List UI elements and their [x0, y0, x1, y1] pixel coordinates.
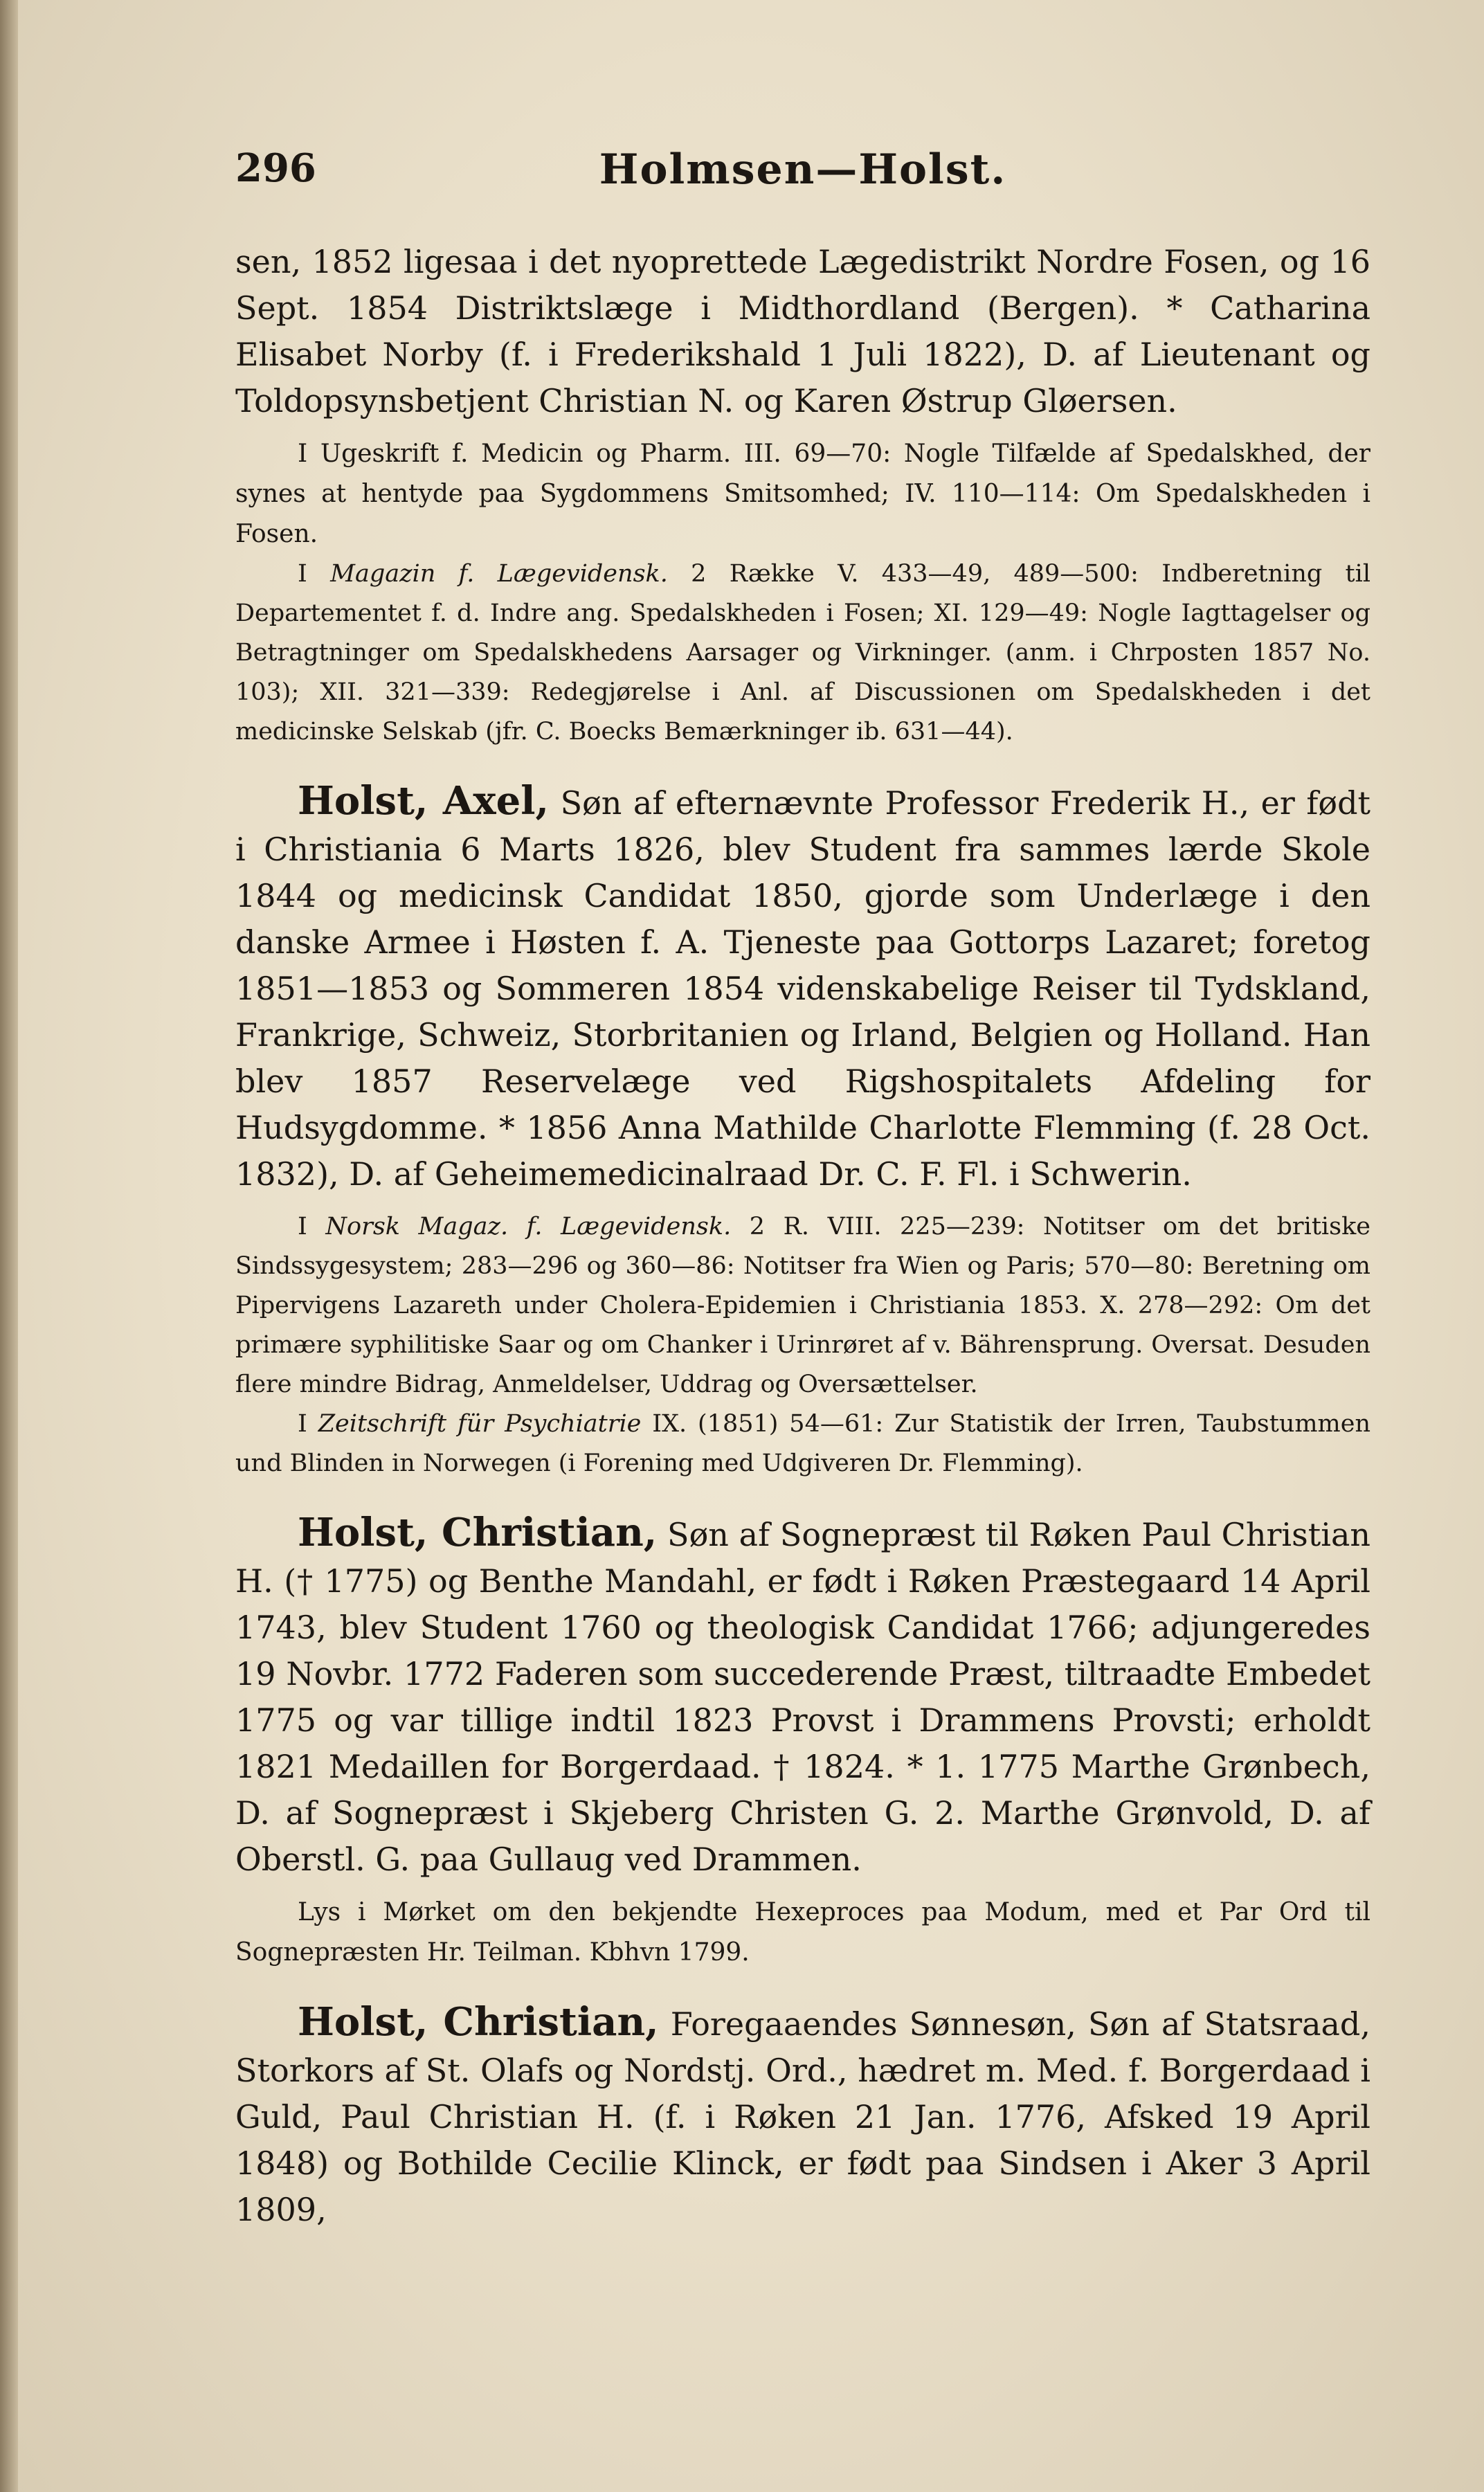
continuation-references: [235, 434, 1370, 752]
entry-body: Holst, Axel, Søn af efternævnte Professor Frederik H., er født i Christiania 6 Marts 1826, blev Student fra sammes lærde Skole 1844 og medicinsk Candidat 1850, gjorde som Underlæge i den danske Armee i Høsten f. A. Tjeneste paa Gottorps Lazaret; foretog 1851—1853 og Sommeren 1854 videnskabelige Reiser til Tydskland, Frankrige, Schweiz, Storbritanien og Irland, Belgien og Holland. Han blev 1857 Reservelæge ved Rigshospitalets Afdeling for Hudsygdomme. * 1856 Anna Mathilde Charlotte Flemming (f. 28 Oct. 1832), D. af Geheimemedicinalraad Dr. C. F. Fl. i Schwerin.: [235, 778, 1371, 1193]
entry-body: Holst, Christian, Søn af Sognepræst til Røken Paul Christian H. († 1775) og Benthe Mandahl, er født i Røken Præstegaard 14 April 1743, blev Student 1760 og theologisk Candidat 1766; adjungeredes 19 Novbr. 1772 Faderen som succederende Præst, tiltraadte Embedet 1775 og var tillige indtil 1823 Provst i Drammens Provsti; erholdt 1821 Medaillen for Borgerdaad. † 1824. * 1. 1775 Marthe Grønbech, D. af Sognepræst i Skjeberg Christen G. 2. Marthe Grønvold, D. af Oberstl. G. paa Gullaug ved Drammen.: [235, 1510, 1370, 1878]
reference-ugeskrift: I Ugeskrift f. Medicin og Pharm. III. 69—70: Nogle Tilfælde af Spedalskhed, der synes at hentyde paa Sygdommens Smitsomhed; IV. 110—114: Om Spedalskheden i Fosen.: [235, 440, 1370, 548]
reference-norsk-magazin: I Norsk Magaz. f. Lægevidensk. 2 R. VIII. 225—239: Notitser om det britiske Sindssygesystem; 283—296 og 360—86: Notitser fra Wien og Paris; 570—80: Beretning om Pipervigens Lazareth under Cholera-Epidemien i Christiania 1853. X. 278—292: Om det primære syphilitiske Saar og om Chanker i Urinrøret af v. Bährensprung. Oversat. Desuden flere mindre Bidrag, Anmeldelser, Uddrag og Oversættelser.: [235, 1213, 1370, 1398]
reference-lys-i-morket: Lys i Mørket om den bekjendte Hexeproces paa Modum, med et Par Ord til Sognepræsten Hr. Teilman. Kbhvn 1799.: [235, 1898, 1370, 1967]
entry-references: [235, 1893, 1370, 1973]
entry-headword: Holst, Christian,: [298, 1999, 659, 2045]
entry-references: [235, 1207, 1370, 1483]
page-spine-shadow: [0, 0, 18, 2492]
reference-magazin: I Magazin f. Lægevidensk. 2 Række V. 433—49, 489—500: Indberetning til Departementet f. d. Indre ang. Spedalskheden i Fosen; XI. 129—49: Nogle Iagttagelser og Betragtninger om Spedalskhedens Aarsager og Virkninger. (anm. i Chrposten 1857 No. 103); XII. 321—339: Redegjørelse i Anl. af Discussionen om Spedalskheden i det medicinske Selskab (jfr. C. Boecks Bemærkninger ib. 631—44).: [235, 560, 1371, 746]
entry-headword: Holst, Axel,: [298, 778, 550, 824]
text-block: [235, 239, 1370, 2233]
entry-holst-axel: [235, 778, 1370, 1483]
entry-headword: Holst, Christian,: [298, 1510, 658, 1555]
reference-title: Zeitschrift für Psychiatrie: [318, 1410, 642, 1438]
reference-title: Norsk Magaz. f. Lægevidensk.: [325, 1213, 732, 1240]
reference-zeitschrift: I Zeitschrift für Psychiatrie IX. (1851) 54—61: Zur Statistik der Irren, Taubstummen und Blinden in Norwegen (i Forening med Udgiveren Dr. Flemming).: [235, 1410, 1371, 1477]
entry-holst-christian-1743: [235, 1510, 1370, 1973]
entry-holst-christian-1809: [235, 1999, 1370, 2233]
continuation-paragraph: sen, 1852 ligesaa i det nyoprettede Lægedistrikt Nordre Fosen, og 16 Sept. 1854 Distriktslæge i Midthordland (Bergen). * Catharina Elisabet Norby (f. i Frederikshald 1 Juli 1822), D. af Lieutenant og Toldopsynsbetjent Christian N. og Karen Østrup Gløersen.: [235, 243, 1370, 419]
entry-body: Holst, Christian, Foregaaendes Sønnesøn, Søn af Statsraad, Storkors af St. Olafs og Nordstj. Ord., hædret m. Med. f. Borgerdaad i Guld, Paul Christian H. (f. i Røken 21 Jan. 1776, Afsked 19 April 1848) og Bothilde Cecilie Klinck, er født paa Sindsen i Aker 3 April 1809,: [235, 1999, 1370, 2228]
reference-title: Magazin f. Lægevidensk.: [330, 560, 668, 588]
page-number: 296: [235, 145, 316, 191]
page-header: [235, 145, 1370, 201]
running-head: Holmsen—Holst.: [599, 145, 1007, 194]
